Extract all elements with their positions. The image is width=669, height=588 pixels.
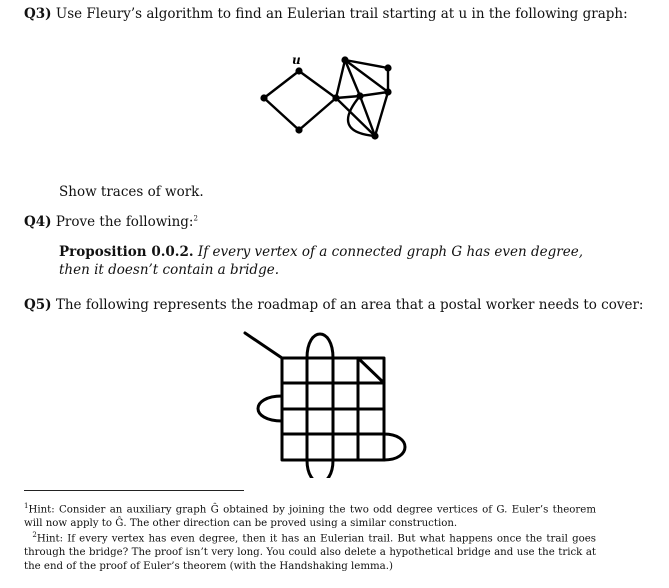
graph-vertex (341, 56, 348, 63)
footnote-text: Hint: If every vertex has even degree, then it has an Eulerian trail. But what happens once the trail goes through the bridge? The proof isn’t very long. You could also delete a hypothetical bridge and use the trick at the end of the proof of Euler’s theorem (with the Handshaking lemma.) (24, 533, 597, 573)
proposition-text: If every vertex of a connected graph G has even degree, then it doesn’t contain a bridge. (59, 244, 584, 278)
question-text: Use Fleury’s algorithm to find an Eulerian trail starting at u in the following graph: (55, 6, 628, 22)
graph-edge (375, 92, 388, 136)
road-loop-right (384, 434, 405, 460)
graph-vertex (356, 92, 363, 99)
footnote-2 (24, 528, 596, 574)
footnote-1 (24, 499, 596, 531)
question-3 (24, 6, 628, 22)
graph-vertex (332, 94, 339, 101)
road (358, 358, 384, 383)
footnote-mark: 2 (32, 531, 37, 539)
road-loop-bottom (307, 460, 333, 478)
graph-vertex (384, 88, 391, 95)
footnote-rule (24, 490, 244, 491)
graph-vertex (295, 126, 302, 133)
question-number: Q3) (24, 6, 52, 22)
show-traces-text: Show traces of work. (59, 184, 204, 200)
graph-edge (264, 98, 299, 130)
road-loop-left (258, 396, 282, 421)
graph-edge (336, 96, 360, 98)
road (245, 333, 282, 358)
roadmap-figure (240, 328, 415, 478)
graph-edge (336, 60, 345, 98)
question-4 (24, 214, 198, 230)
graph-edge (264, 71, 299, 98)
graph-vertex-u (295, 67, 302, 74)
graph-edge (360, 92, 388, 96)
graph-edge (299, 98, 336, 130)
graph-vertex (371, 132, 378, 139)
eulerian-graph (250, 50, 400, 150)
footnote-text: Hint: Consider an auxiliary graph Ĝ obtained by joining the two odd degree vertices of G. Euler’s theorem will now apply to Ĝ. The other direction can be proved using a similar construction. (24, 504, 596, 530)
question-5 (24, 297, 643, 313)
footnote-mark: 2 (193, 214, 198, 223)
question-number: Q4) (24, 214, 52, 230)
proposition-label: Proposition 0.0.2. (59, 244, 194, 260)
question-text: The following represents the roadmap of an area that a postal worker needs to cover: (55, 297, 644, 313)
graph-vertex (384, 64, 391, 71)
footnote-mark: 1 (24, 502, 29, 510)
proposition (59, 243, 604, 279)
question-text: Prove the following: (55, 214, 194, 230)
vertex-label-u: u (292, 53, 301, 67)
question-number: Q5) (24, 297, 52, 313)
graph-vertex (260, 94, 267, 101)
graph-edge (299, 71, 336, 98)
road-loop-top (307, 334, 333, 358)
